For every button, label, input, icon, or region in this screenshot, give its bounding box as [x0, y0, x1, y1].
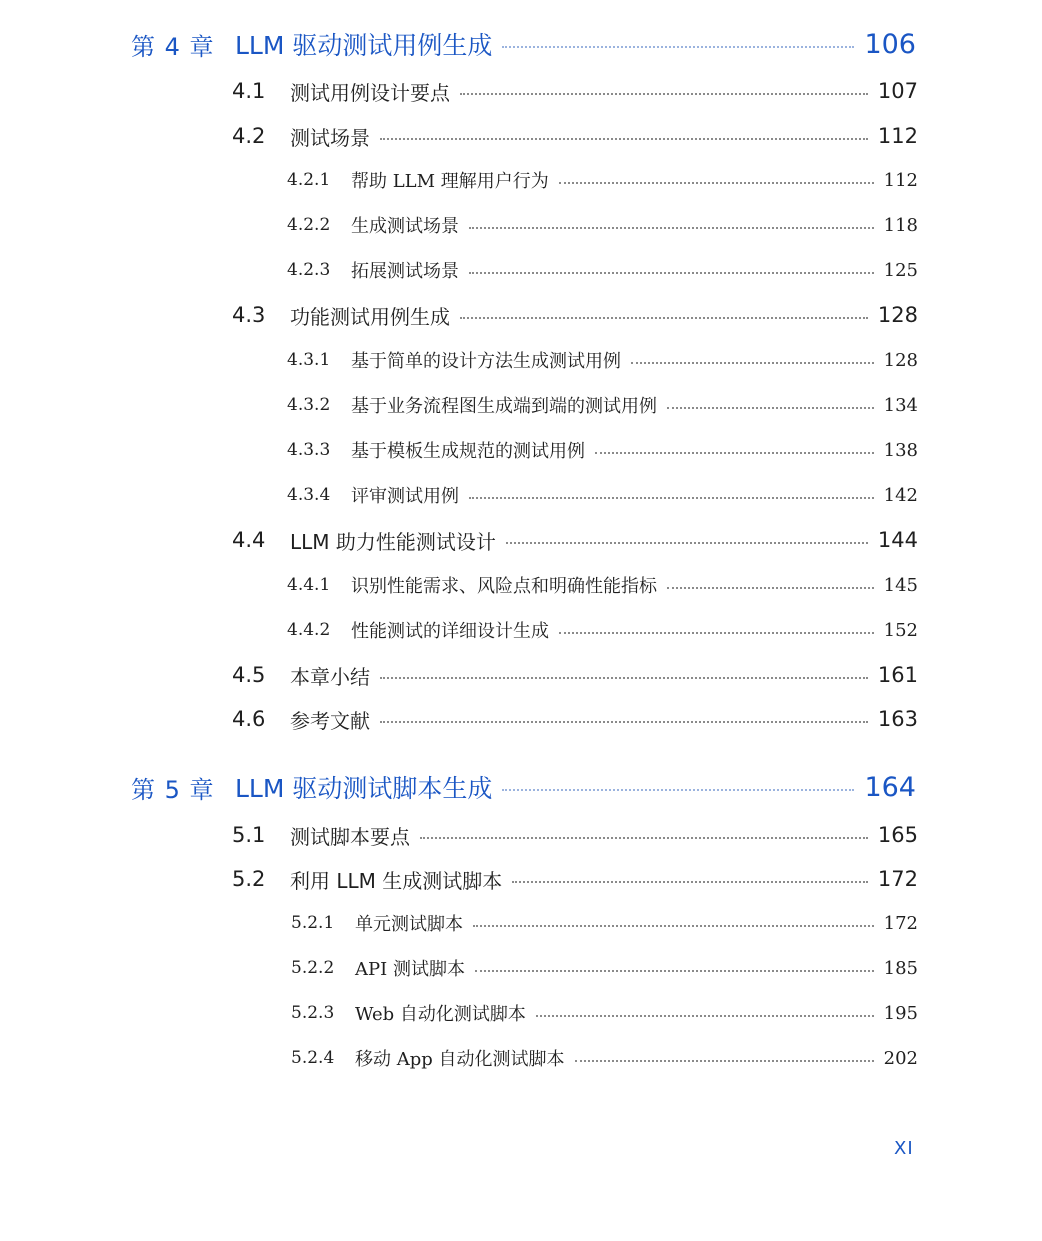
subsection-page: 128 — [883, 349, 918, 371]
subsection-title: Web 自动化测试脚本 — [355, 1004, 526, 1025]
toc-section-5-2 — [232, 864, 918, 894]
dot-leader — [469, 272, 874, 274]
dot-leader — [512, 881, 868, 883]
section-title: 本章小结 — [290, 664, 370, 689]
section-number: 5.1 — [232, 823, 266, 847]
toc-subsection-4-3-2 — [287, 391, 918, 419]
toc-subsection-5-2-4 — [291, 1044, 918, 1072]
toc-chapter-4 — [131, 26, 916, 62]
toc-section-4-1 — [232, 76, 918, 106]
toc-subsection-4-3-4 — [287, 481, 918, 509]
dot-leader — [380, 677, 868, 679]
toc-subsection-5-2-1 — [291, 909, 918, 937]
dot-leader — [559, 182, 874, 184]
dot-leader — [380, 721, 868, 723]
toc-subsection-4-2-3 — [287, 256, 918, 284]
toc-subsection-4-3-3 — [287, 436, 918, 464]
section-number: 5.2 — [232, 867, 266, 891]
section-page: 163 — [877, 707, 918, 731]
section-number: 4.4 — [232, 528, 266, 552]
subsection-page: 138 — [883, 439, 918, 461]
subsection-number: 5.2.2 — [291, 958, 335, 978]
subsection-title: 基于简单的设计方法生成测试用例 — [351, 351, 621, 372]
toc-subsection-4-4-1 — [287, 571, 918, 599]
toc-chapter-5 — [131, 769, 916, 805]
chapter-title: LLM 驱动测试脚本生成 — [235, 774, 493, 803]
dot-leader — [475, 970, 874, 972]
toc-section-4-6 — [232, 704, 918, 734]
section-page: 128 — [877, 303, 918, 327]
dot-leader — [502, 46, 854, 48]
subsection-number: 4.3.1 — [287, 350, 331, 370]
subsection-number: 4.3.3 — [287, 440, 331, 460]
subsection-title: 拓展测试场景 — [351, 261, 459, 282]
dot-leader — [380, 138, 868, 140]
section-number: 4.3 — [232, 303, 266, 327]
subsection-number: 4.3.4 — [287, 485, 331, 505]
subsection-number: 5.2.4 — [291, 1048, 335, 1068]
subsection-number: 4.4.1 — [287, 575, 331, 595]
subsection-page: 172 — [883, 912, 918, 934]
chapter-page: 106 — [864, 28, 916, 60]
toc-section-5-1 — [232, 820, 918, 850]
chapter-page: 164 — [864, 771, 916, 803]
subsection-page: 112 — [883, 169, 918, 191]
section-title: 测试场景 — [290, 125, 370, 150]
section-number: 4.6 — [232, 707, 266, 731]
toc-subsection-4-3-1 — [287, 346, 918, 374]
section-page: 144 — [877, 528, 918, 552]
subsection-title: 生成测试场景 — [351, 216, 459, 237]
section-page: 112 — [877, 124, 918, 148]
dot-leader — [595, 452, 874, 454]
subsection-page: 118 — [883, 214, 918, 236]
toc-subsection-4-4-2 — [287, 616, 918, 644]
subsection-page: 195 — [883, 1002, 918, 1024]
dot-leader — [469, 497, 874, 499]
dot-leader — [575, 1060, 874, 1062]
subsection-page: 145 — [883, 574, 918, 596]
section-page: 165 — [877, 823, 918, 847]
dot-leader — [502, 789, 854, 791]
subsection-title: 帮助 LLM 理解用户行为 — [351, 171, 549, 192]
section-page: 172 — [877, 867, 918, 891]
toc-section-4-4 — [232, 525, 918, 555]
chapter-number: 第 5 章 — [131, 775, 215, 804]
subsection-title: 基于模板生成规范的测试用例 — [351, 441, 585, 462]
section-page: 107 — [877, 79, 918, 103]
dot-leader — [473, 925, 874, 927]
subsection-number: 5.2.1 — [291, 913, 335, 933]
dot-leader — [631, 362, 874, 364]
dot-leader — [460, 93, 868, 95]
toc-subsection-5-2-2 — [291, 954, 918, 982]
subsection-title: 移动 App 自动化测试脚本 — [355, 1049, 565, 1070]
subsection-title: 识别性能需求、风险点和明确性能指标 — [351, 576, 657, 597]
subsection-title: 基于业务流程图生成端到端的测试用例 — [351, 396, 657, 417]
subsection-page: 125 — [883, 259, 918, 281]
section-title: 利用 LLM 生成测试脚本 — [290, 868, 503, 893]
section-number: 4.1 — [232, 79, 266, 103]
dot-leader — [460, 317, 868, 319]
subsection-page: 185 — [883, 957, 918, 979]
subsection-number: 4.2.1 — [287, 170, 331, 190]
subsection-page: 134 — [883, 394, 918, 416]
section-title: 参考文献 — [290, 708, 370, 733]
section-title: 测试脚本要点 — [290, 824, 410, 849]
subsection-number: 4.4.2 — [287, 620, 331, 640]
dot-leader — [536, 1015, 874, 1017]
subsection-title: 性能测试的详细设计生成 — [351, 621, 549, 642]
section-number: 4.5 — [232, 663, 266, 687]
dot-leader — [667, 587, 874, 589]
subsection-page: 152 — [883, 619, 918, 641]
section-page: 161 — [877, 663, 918, 687]
toc-subsection-4-2-1 — [287, 166, 918, 194]
subsection-title: 评审测试用例 — [351, 486, 459, 507]
chapter-title: LLM 驱动测试用例生成 — [235, 31, 493, 60]
toc-subsection-5-2-3 — [291, 999, 918, 1027]
subsection-number: 5.2.3 — [291, 1003, 335, 1023]
toc-section-4-2 — [232, 121, 918, 151]
subsection-page: 142 — [883, 484, 918, 506]
subsection-title: 单元测试脚本 — [355, 914, 463, 935]
toc-section-4-5 — [232, 660, 918, 690]
dot-leader — [559, 632, 874, 634]
toc-subsection-4-2-2 — [287, 211, 918, 239]
section-title: 功能测试用例生成 — [290, 304, 450, 329]
dot-leader — [469, 227, 874, 229]
section-number: 4.2 — [232, 124, 266, 148]
dot-leader — [667, 407, 874, 409]
dot-leader — [420, 837, 868, 839]
subsection-number: 4.3.2 — [287, 395, 331, 415]
subsection-number: 4.2.3 — [287, 260, 331, 280]
subsection-title: API 测试脚本 — [355, 959, 465, 980]
subsection-number: 4.2.2 — [287, 215, 331, 235]
section-title: LLM 助力性能测试设计 — [290, 529, 496, 554]
dot-leader — [506, 542, 868, 544]
subsection-page: 202 — [883, 1047, 918, 1069]
page-folio: XI — [894, 1138, 914, 1159]
toc-section-4-3 — [232, 300, 918, 330]
chapter-number: 第 4 章 — [131, 32, 215, 61]
section-title: 测试用例设计要点 — [290, 80, 450, 105]
